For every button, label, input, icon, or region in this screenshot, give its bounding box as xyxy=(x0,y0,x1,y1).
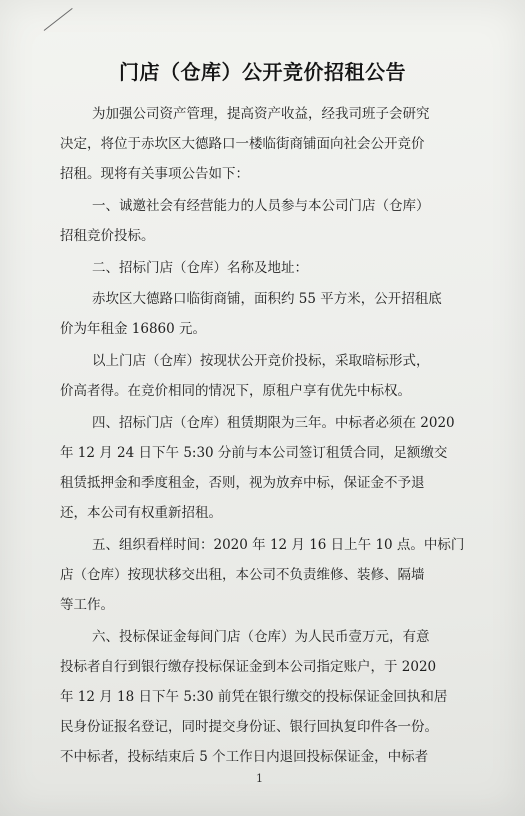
paragraph-line: 不中标者，投标结束后 5 个工作日内退回投标保证金，中标者 xyxy=(60,749,429,765)
paragraph-line: 民身份证报名登记，同时提交身份证、银行回执复印件各一份。 xyxy=(60,719,438,735)
paragraph-line: 六、投标保证金每间门店（仓库）为人民币壹万元，有意 xyxy=(92,629,430,645)
paragraph-line: 为加强公司资产管理，提高资产收益，经我司班子会研究 xyxy=(92,106,430,122)
paragraph-line: 店（仓库）按现状移交出租，本公司不负责维修、装修、隔墙 xyxy=(60,567,425,583)
paragraph-line: 招租。现将有关事项公告如下： xyxy=(60,166,249,182)
page-number: 1 xyxy=(256,772,263,785)
paragraph-line: 赤坎区大德路口临街商铺，面积约 55 平方米，公开招租底 xyxy=(92,291,442,307)
paragraph-line: 租赁抵押金和季度租金，否则，视为放弃中标，保证金不予退 xyxy=(60,475,425,491)
paragraph-line: 二、招标门店（仓库）名称及地址： xyxy=(92,260,308,276)
paragraph-line: 四、招标门店（仓库）租赁期限为三年。中标者必须在 2020 xyxy=(92,415,455,431)
paragraph-line: 五、组织看样时间：2020 年 12 月 16 日上午 10 点。中标门 xyxy=(92,537,465,553)
paragraph-line: 年 12 月 24 日下午 5:30 分前与本公司签订租赁合同，足额缴交 xyxy=(60,445,448,461)
paragraph-line: 决定，将位于赤坎区大德路口一楼临街商铺面向社会公开竞价 xyxy=(60,136,425,152)
pen-mark xyxy=(44,8,73,31)
paragraph-line: 招租竞价投标。 xyxy=(60,228,155,244)
paragraph-line: 价为年租金 16860 元。 xyxy=(60,321,207,337)
paragraph-line: 等工作。 xyxy=(60,597,114,613)
paragraph-line: 一、诚邀社会有经营能力的人员参与本公司门店（仓库） xyxy=(92,198,430,214)
document-title: 门店（仓库）公开竞价招租公告 xyxy=(119,60,406,84)
paragraph-line: 年 12 月 18 日下午 5:30 前凭在银行缴交的投标保证金回执和居 xyxy=(60,689,448,705)
paragraph-line: 还，本公司有权重新招租。 xyxy=(60,505,222,521)
paragraph-line: 价高者得。在竞价相同的情况下，原租户享有优先中标权。 xyxy=(60,383,411,399)
paragraph-line: 以上门店（仓库）按现状公开竞价投标，采取暗标形式， xyxy=(92,353,430,369)
paragraph-line: 投标者自行到银行缴存投标保证金到本公司指定账户，于 2020 xyxy=(60,659,437,675)
